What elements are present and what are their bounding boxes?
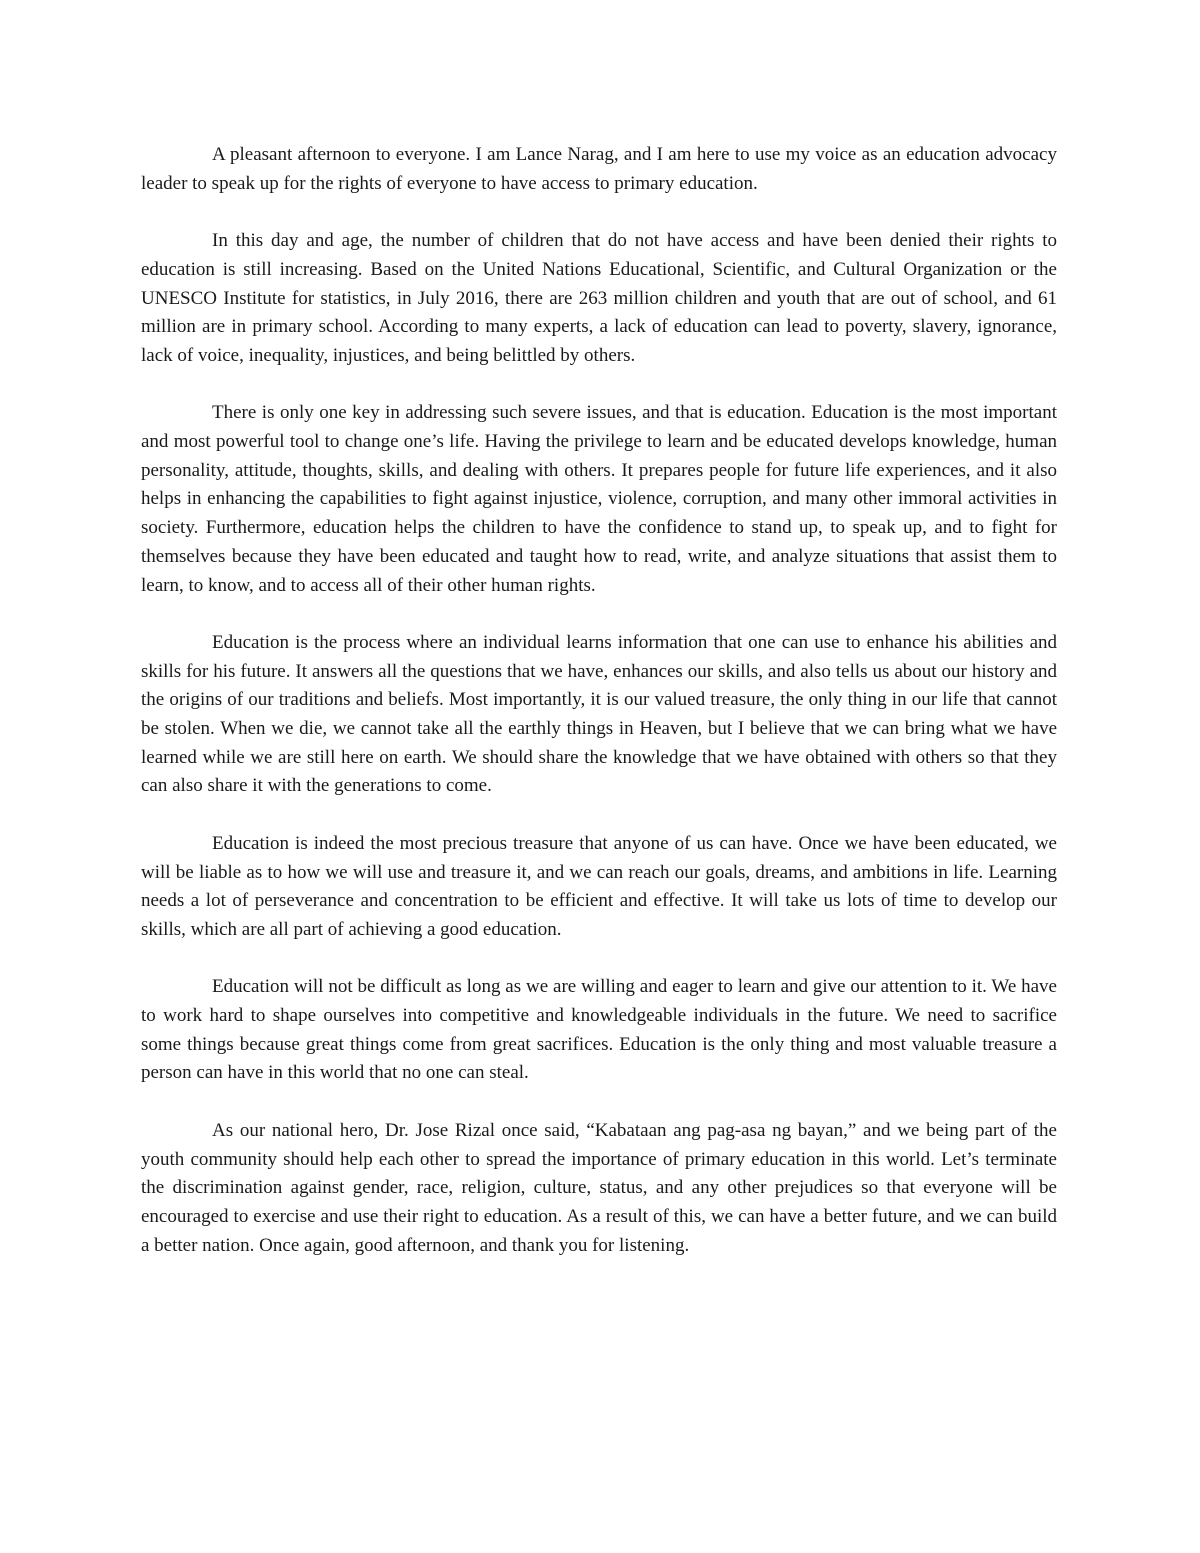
speech-body [141, 141, 1057, 1289]
paragraph-greeting: A pleasant afternoon to everyone. I am Lance Narag, and I am here to use my voice as an education advocacy leader to speak up for the rights of everyone to have access to primary education. [141, 144, 1057, 194]
paragraph-key-education: There is only one key in addressing such severe issues, and that is education. Education is the most important and most powerful tool to change one’s life. Having the privilege to learn and be educated develops knowledge, human personality, attitude, thoughts, skills, and dealing with others. It prepares people for future life experiences, and it also helps in enhancing the capabilities to fight against injustice, violence, corruption, and many other immoral activities in society. Furthermore, education helps the children to have the confidence to stand up, to speak up, and to fight for themselves because they have been educated and taught how to read, write, and analyze situations that assist them to learn, to know, and to access all of their other human rights. [141, 402, 1057, 596]
paragraph-precious-treasure: Education is indeed the most precious treasure that anyone of us can have. Once we have been educated, we will be liable as to how we will use and treasure it, and we can reach our goals, dreams, and ambitions in life. Learning needs a lot of perseverance and concentration to be efficient and effective. It will take us lots of time to develop our skills, which are all part of achieving a good education. [141, 832, 1057, 940]
paragraph-closing: As our national hero, Dr. Jose Rizal once said, “Kabataan ang pag-asa ng bayan,” and we being part of the youth community should help each other to spread the importance of primary education in this world. Let’s terminate the discrimination against gender, race, religion, culture, status, and any other prejudices so that everyone will be encouraged to exercise and use their right to education. As a result of this, we can have a better future, and we can build a better nation. Once again, good afternoon, and thank you for listening. [141, 1119, 1057, 1256]
paragraph-education-process: Education is the process where an individual learns information that one can use to enhance his abilities and skills for his future. It answers all the questions that we have, enhances our skills, and also tells us about our history and the origins of our traditions and beliefs. Most importantly, it is our valued treasure, the only thing in our life that cannot be stolen. When we die, we cannot take all the earthly things in Heaven, but I believe that we can bring what we have learned while we are still here on earth. We should share the knowledge that we have obtained with others so that they can also share it with the generations to come. [141, 631, 1057, 797]
paragraph-willing-to-learn: Education will not be difficult as long as we are willing and eager to learn and give our attention to it. We have to work hard to shape ourselves into competitive and knowledgeable individuals in the future. We need to sacrifice some things because great things come from great sacrifices. Education is the only thing and most valuable treasure a person can have in this world that no one can steal. [141, 976, 1057, 1084]
paragraph-statistics: In this day and age, the number of children that do not have access and have been denied their rights to education is still increasing. Based on the United Nations Educational, Scientific, and Cultural Organization or the UNESCO Institute for statistics, in July 2016, there are 263 million children and youth that are out of school, and 61 million are in primary school. According to many experts, a lack of education can lead to poverty, slavery, ignorance, lack of voice, inequality, injustices, and being belittled by others. [141, 230, 1057, 366]
